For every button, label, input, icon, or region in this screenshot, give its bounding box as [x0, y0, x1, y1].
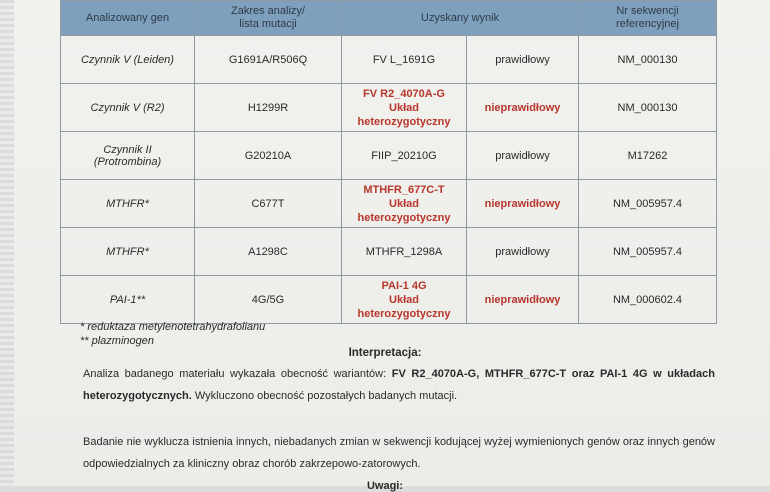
result-cell: PAI-1 4G Układ heterozygotyczny	[342, 276, 467, 324]
limitation-paragraph: Badanie nie wyklucza istnienia innych, niebadanych zmian w sekwencji kodującej wyżej wymienionych genów oraz innych genów odpowiedzialnych za kliniczny obraz chorób zakrzepowo-zatorowych.	[83, 436, 715, 470]
gene-cell: MTHFR*	[61, 180, 195, 228]
table-row	[61, 36, 717, 84]
ref-cell: M17262	[579, 132, 717, 180]
table-row	[61, 276, 717, 324]
header-result: Uzyskany wynik	[342, 1, 579, 36]
status-cell: prawidłowy	[467, 132, 579, 180]
mutation-cell: 4G/5G	[195, 276, 342, 324]
variants-bold: FV R2_4070A-G, MTHFR_677C-T oraz PAI-1 4G w układach heterozygotycznych.	[83, 368, 715, 402]
status-cell: nieprawidłowy	[467, 180, 579, 228]
footnote-1: * reduktaza metylenotetrahydrafolianu	[80, 321, 266, 333]
status-cell: nieprawidłowy	[467, 84, 579, 132]
result-cell: FV R2_4070A-G Układ heterozygotyczny	[342, 84, 467, 132]
table-header-row	[61, 1, 717, 36]
mutation-cell: G1691A/R506Q	[195, 36, 342, 84]
mutation-cell: A1298C	[195, 228, 342, 276]
status-cell: prawidłowy	[467, 36, 579, 84]
result-cell: MTHFR_677C-T Układ heterozygotyczny	[342, 180, 467, 228]
ref-cell: NM_005957.4	[579, 228, 717, 276]
mutation-cell: C677T	[195, 180, 342, 228]
mutation-cell: H1299R	[195, 84, 342, 132]
table-row	[61, 228, 717, 276]
interpretation-paragraph: Analiza badanego materiału wykazała obecność wariantów: FV R2_4070A-G, MTHFR_677C-T oraz PAI-1 4G w układach heterozygotycznych. Wykluczono obecność pozostałych badanych mutacji.	[83, 368, 715, 402]
ref-cell: NM_000602.4	[579, 276, 717, 324]
header-ref: Nr sekwencji referencyjnej	[579, 1, 717, 36]
results-table	[60, 0, 717, 324]
gene-cell: Czynnik II (Protrombina)	[61, 132, 195, 180]
remarks-heading: Uwagi:	[366, 480, 404, 492]
table-row	[61, 132, 717, 180]
header-range: Zakres analizy/ lista mutacji	[195, 1, 342, 36]
result-cell: FV L_1691G	[342, 36, 467, 84]
ref-cell: NM_000130	[579, 36, 717, 84]
gene-cell: MTHFR*	[61, 228, 195, 276]
status-cell: prawidłowy	[467, 228, 579, 276]
status-cell: nieprawidłowy	[467, 276, 579, 324]
gene-cell: Czynnik V (R2)	[61, 84, 195, 132]
footnotes	[80, 320, 265, 348]
table-row	[61, 180, 717, 228]
paper-edge	[0, 0, 14, 486]
footnote-2: ** plazminogen	[80, 335, 154, 347]
result-cell: MTHFR_1298A	[342, 228, 467, 276]
result-cell: FIIP_20210G	[342, 132, 467, 180]
ref-cell: NM_005957.4	[579, 180, 717, 228]
table-row	[61, 84, 717, 132]
header-gene: Analizowany gen	[61, 1, 195, 36]
gene-cell: PAI-1**	[61, 276, 195, 324]
ref-cell: NM_000130	[579, 84, 717, 132]
gene-cell: Czynnik V (Leiden)	[61, 36, 195, 84]
interpretation-heading: Interpretacja:	[348, 347, 422, 359]
mutation-cell: G20210A	[195, 132, 342, 180]
